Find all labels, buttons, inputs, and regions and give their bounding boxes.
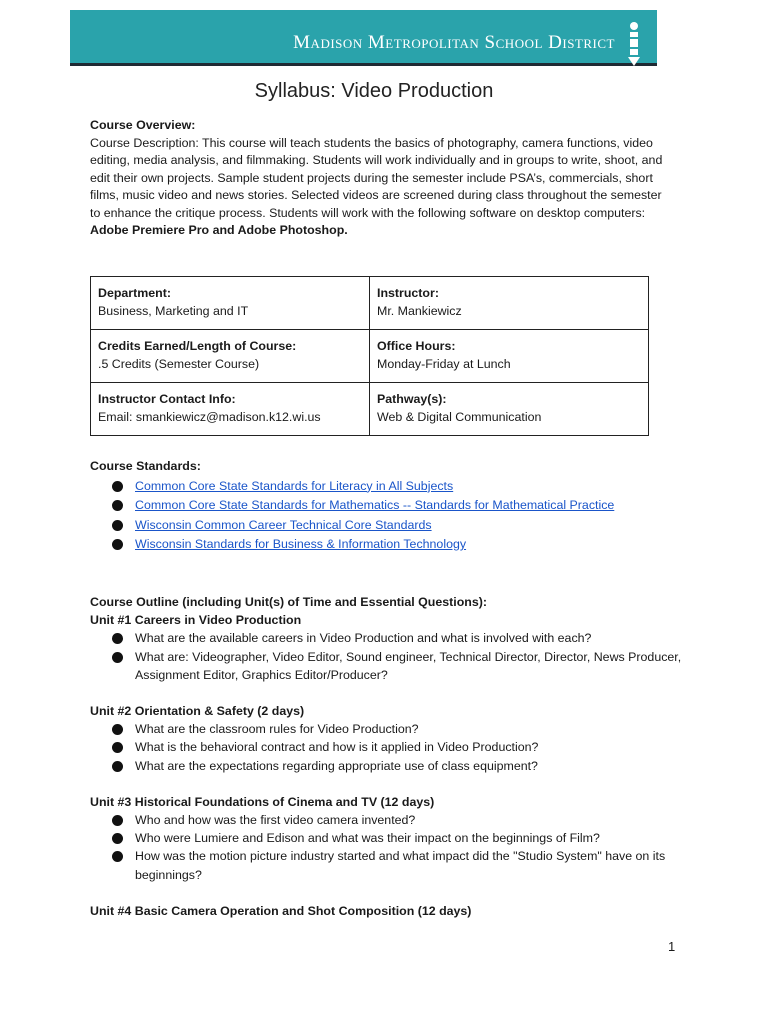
description-software: Adobe Premiere Pro and Adobe Photoshop. (90, 223, 348, 237)
standard-link-literacy[interactable]: Common Core State Standards for Literacy in All Subjects (135, 478, 454, 493)
list-item (90, 496, 690, 516)
cell-value: Business, Marketing and IT (98, 304, 249, 318)
description-text: Course Description: This course will teach students the basics of photography, camera functions, video editing, media analysis, and filmmaking. Students will work individually and in groups to write, shoot, and edit their own projects. Sample student projects during the semester include PSA’s, commercials, short films, music video and news stories. Selected videos are screened during class throughout the semester to enhance the critique process. Students will work with the following software on desktop computers: (90, 135, 663, 220)
cell-label: Credits Earned/Length of Course: (98, 339, 297, 353)
table-row (91, 330, 649, 383)
bullet-icon (112, 851, 123, 862)
question-text: What are the expectations regarding appropriate use of class equipment? (135, 758, 538, 773)
standard-link-mathematics[interactable]: Common Core State Standards for Mathematics -- Standards for Mathematical Practice (135, 498, 615, 512)
cell-value: Mr. Mankiewicz (377, 304, 462, 318)
table-row (91, 383, 649, 436)
table-row (91, 277, 649, 330)
instructor-cell (370, 277, 649, 330)
overview-heading: Course Overview: (90, 118, 196, 132)
list-item (90, 535, 690, 555)
district-banner (70, 10, 657, 66)
list-item (90, 847, 690, 883)
contact-cell (91, 383, 370, 436)
unit-1-title: Unit #1 Careers in Video Production (90, 613, 302, 628)
list-item (90, 757, 690, 775)
office-hours-cell (370, 330, 649, 383)
unit-3-title: Unit #3 Historical Foundations of Cinema and TV (12 days) (90, 794, 435, 809)
pathway-cell (370, 383, 649, 436)
district-name: Madison Metropolitan School District (293, 32, 615, 53)
standard-link-career-technical[interactable]: Wisconsin Common Career Technical Core Standards (135, 517, 432, 532)
course-overview (90, 117, 670, 240)
course-description (90, 135, 670, 240)
bullet-icon (112, 815, 123, 826)
bullet-icon (112, 761, 123, 772)
unit-2-questions (90, 720, 690, 775)
page-number: 1 (668, 939, 676, 954)
cell-label: Pathway(s): (377, 392, 447, 406)
bullet-icon (112, 652, 123, 663)
unit-4-title: Unit #4 Basic Camera Operation and Shot Composition (12 days) (90, 903, 472, 918)
cell-label: Instructor: (377, 286, 439, 300)
list-item (90, 477, 690, 497)
unit-3-questions (90, 811, 690, 884)
cell-label: Instructor Contact Info: (98, 392, 236, 406)
department-cell (91, 277, 370, 330)
cell-label: Department: (98, 286, 171, 300)
question-text: What are the classroom rules for Video Production? (135, 722, 419, 737)
list-item (90, 629, 690, 647)
list-item (90, 738, 690, 756)
bullet-icon (112, 724, 123, 735)
bullet-icon (112, 742, 123, 753)
unit-1-questions (90, 629, 690, 684)
bullet-icon (112, 633, 123, 644)
list-item (90, 720, 690, 738)
list-item (90, 516, 690, 536)
question-text: Who and how was the first video camera invented? (135, 813, 416, 828)
question-text: What are: Videographer, Video Editor, Sound engineer, Technical Director, Director, News Producer, Assignment Editor, Graphics Editor/Producer? (135, 649, 682, 682)
question-text: What is the behavioral contract and how is it applied in Video Production? (135, 740, 539, 755)
bullet-icon (112, 520, 123, 531)
question-text: Who were Lumiere and Edison and what was their impact on the beginnings of Film? (135, 831, 600, 846)
unit-2-title: Unit #2 Orientation & Safety (2 days) (90, 704, 305, 719)
standards-heading: Course Standards: (90, 459, 201, 473)
bullet-icon (112, 833, 123, 844)
course-info-table (90, 276, 649, 436)
course-standards (90, 457, 690, 555)
cell-value: .5 Credits (Semester Course) (98, 357, 260, 371)
standards-list (90, 477, 690, 555)
list-item (90, 811, 690, 829)
page-title: Syllabus: Video Production (254, 80, 494, 102)
bullet-icon (112, 500, 123, 511)
cell-value: Web & Digital Communication (377, 410, 542, 424)
cell-label: Office Hours: (377, 339, 456, 353)
credits-cell (91, 330, 370, 383)
list-item (90, 648, 690, 684)
bullet-icon (112, 481, 123, 492)
bullet-icon (112, 539, 123, 550)
course-outline (90, 593, 690, 920)
cell-value: Email: smankiewicz@madison.k12.wi.us (98, 410, 321, 424)
question-text: How was the motion picture industry started and what impact did the "Studio System" have on its beginnings? (135, 849, 666, 882)
district-logo-icon (625, 20, 643, 68)
outline-heading: Course Outline (including Unit(s) of Time and Essential Questions): (90, 595, 487, 609)
question-text: What are the available careers in Video Production and what is involved with each? (135, 631, 592, 646)
standard-link-business-it[interactable]: Wisconsin Standards for Business & Information Technology (135, 537, 467, 551)
cell-value: Monday-Friday at Lunch (377, 357, 511, 371)
list-item (90, 829, 690, 847)
